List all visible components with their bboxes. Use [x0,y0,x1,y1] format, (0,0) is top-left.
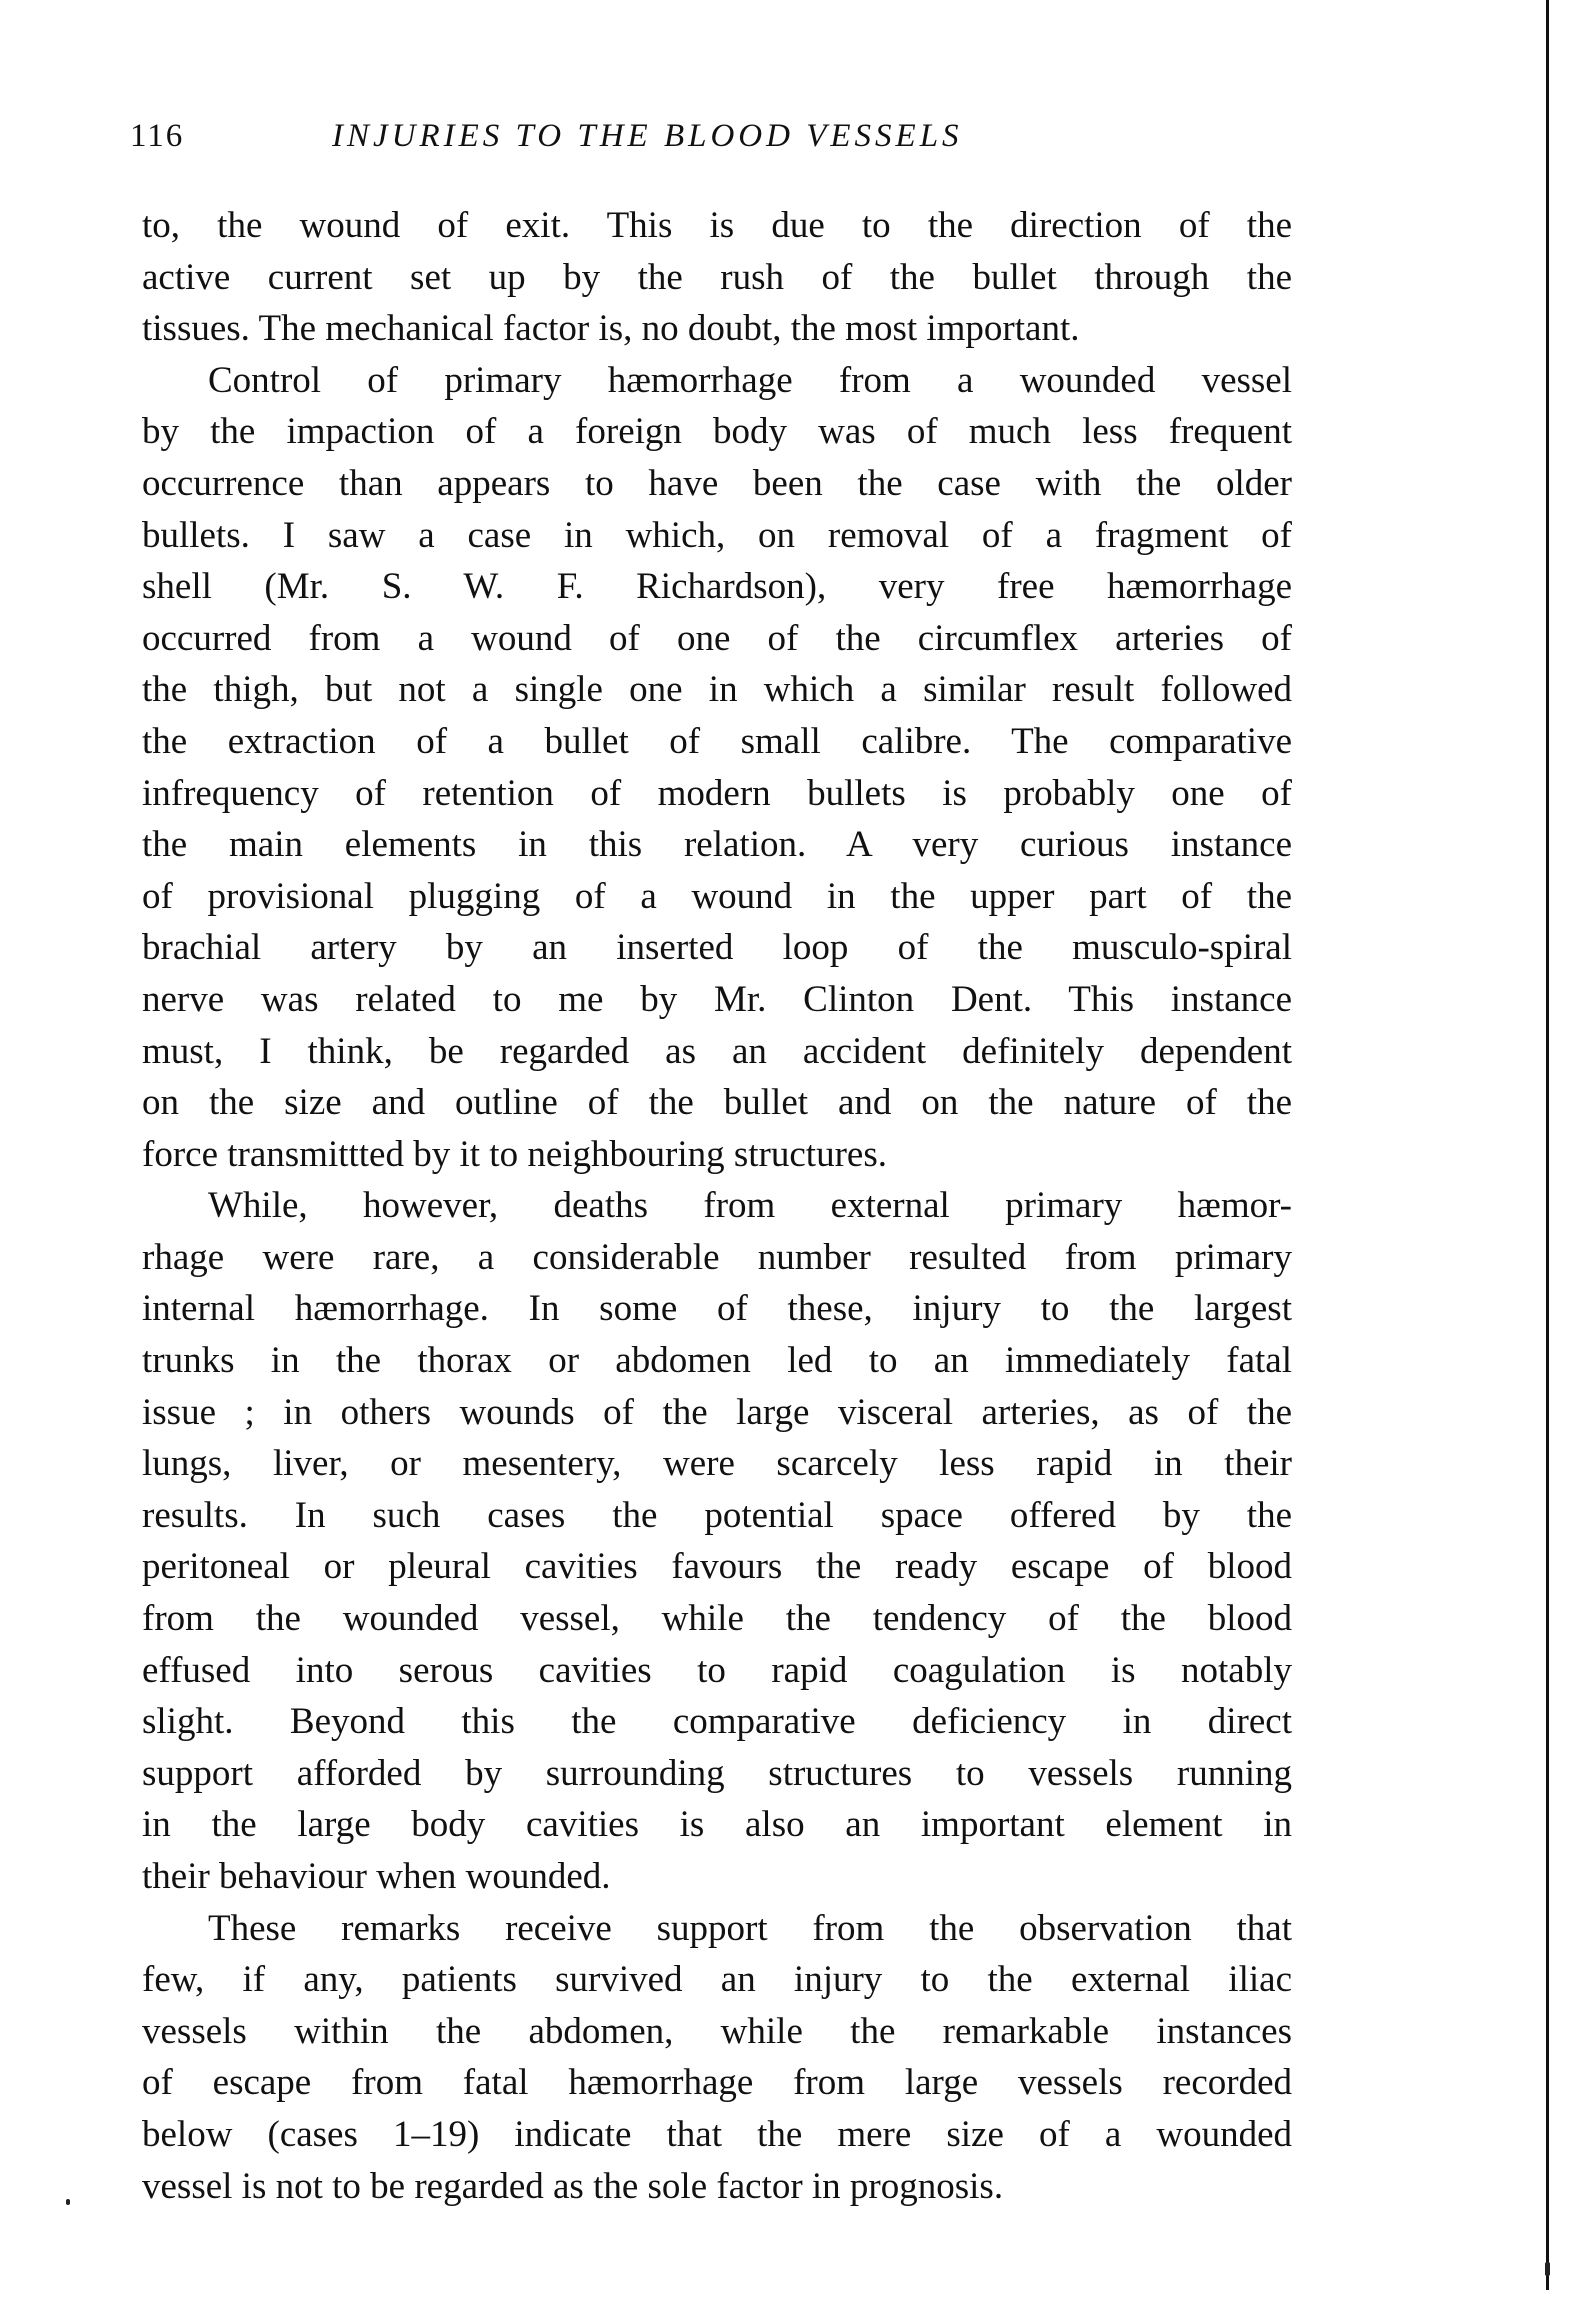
text-line: their behaviour when wounded. [142,1856,611,1897]
body-text [142,200,1292,2212]
paragraph [142,355,1292,1181]
text-line: on the size and outline of the bullet and on the nature of the [142,1082,1292,1124]
running-title: INJURIES TO THE BLOOD VESSELS [332,118,963,154]
text-line: tissues. The mechanical factor is, no doubt, the most important. [142,308,1080,350]
text-line: results. In such cases the potential space offered by the [142,1494,1292,1536]
text-line: active current set up by the rush of the bullet through the [142,256,1292,298]
text-line: peritoneal or pleural cavities favours the ready escape of blood [142,1546,1292,1588]
text-line: While, however, deaths from external primary hæmor- [208,1185,1292,1227]
text-line: These remarks receive support from the observation that [208,1907,1292,1949]
text-line: issue ; in others wounds of the large visceral arteries, as of the [142,1391,1292,1433]
text-line: force transmittted by it to neighbouring structures. [142,1133,887,1175]
text-line: of provisional plugging of a wound in the upper part of the [142,875,1292,917]
text-line: in the large body cavities is also an important element in [142,1804,1292,1846]
text-line: few, if any, patients survived an injury to the external iliac [142,1959,1292,2001]
text-line: from the wounded vessel, while the tendency of the blood [142,1598,1292,1640]
text-line: shell (Mr. S. W. F. Richardson), very free hæmorrhage [142,566,1292,608]
text-line: slight. Beyond this the comparative deficiency in direct [142,1701,1292,1743]
paragraph [142,1180,1292,1902]
text-line: the main elements in this relation. A very curious instance [142,824,1292,866]
text-line: rhage were rare, a considerable number resulted from primary [142,1236,1292,1278]
text-line: internal hæmorrhage. In some of these, injury to the largest [142,1288,1292,1330]
text-line: occurrence than appears to have been the case with the older [142,462,1292,504]
text-line: infrequency of retention of modern bullets is probably one of [142,772,1292,814]
text-line: trunks in the thorax or abdomen led to an immediately fatal [142,1340,1292,1382]
text-line: lungs, liver, or mesentery, were scarcely less rapid in their [142,1443,1292,1485]
text-line: effused into serous cavities to rapid coagulation is notably [142,1649,1292,1691]
text-line: below (cases 1–19) indicate that the mere size of a wounded [142,2113,1292,2155]
text-line: the extraction of a bullet of small calibre. The comparative [142,720,1292,762]
text-line: occurred from a wound of one of the circumflex arteries of [142,617,1292,659]
paragraph [142,200,1292,355]
text-line: Control of primary hæmorrhage from a wounded vessel [208,359,1292,401]
text-line: vessels within the abdomen, while the remarkable instances [142,2010,1292,2052]
text-line: brachial artery by an inserted loop of the musculo-spiral [142,927,1292,969]
text-line: the thigh, but not a single one in which a similar result followed [142,669,1292,711]
text-line: bullets. I saw a case in which, on removal of a fragment of [142,514,1292,556]
text-line: support afforded by surrounding structures to vessels running [142,1752,1292,1794]
page-number: 116 [130,118,185,154]
text-line: vessel is not to be regarded as the sole factor in prognosis. [142,2165,1004,2207]
scan-speck [1545,2262,1550,2276]
text-line: must, I think, be regarded as an accident definitely dependent [142,1030,1292,1072]
paragraph [142,1903,1292,2213]
text-line: to, the wound of exit. This is due to the direction of the [142,205,1292,246]
scan-speck [66,2199,70,2205]
page-edge-divider [1546,0,1549,2290]
text-line: nerve was related to me by Mr. Clinton Dent. This instance [142,978,1292,1020]
text-line: of escape from fatal hæmorrhage from large vessels recorded [142,2062,1292,2104]
text-line: by the impaction of a foreign body was of much less frequent [142,411,1292,453]
